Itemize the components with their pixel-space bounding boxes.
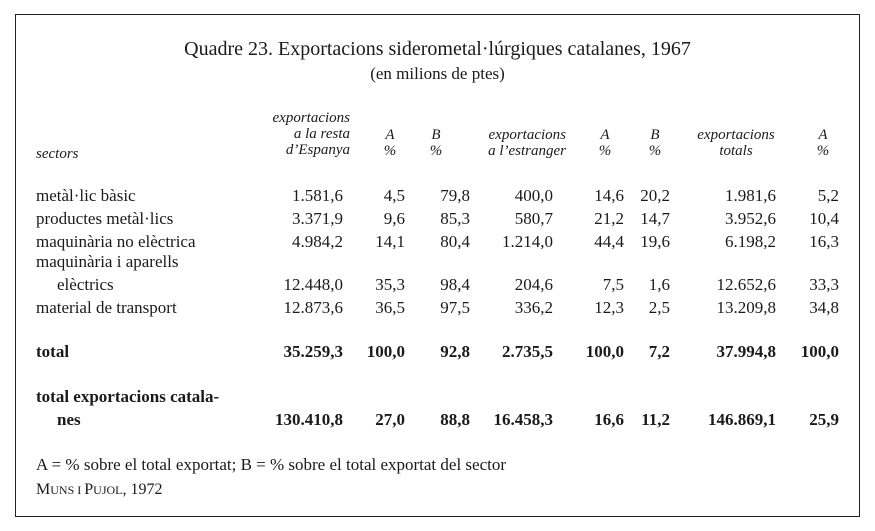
table-cell: 100,0 <box>366 342 405 361</box>
table-cell: 25,9 <box>809 410 839 429</box>
header-b1: B % <box>429 127 443 159</box>
table-title: Quadre 23. Exportacions siderometal·lúrgiques catalanes, 1967 <box>184 38 691 60</box>
table-cell: 3.371,9 <box>292 209 343 228</box>
table-cell: 400,0 <box>514 186 553 205</box>
table-cell: 7,2 <box>648 342 670 361</box>
table-cell: 14,6 <box>594 186 624 205</box>
table-cell: 14,7 <box>640 209 670 228</box>
table-cell: 16,6 <box>594 410 624 429</box>
table-cell: 7,5 <box>602 275 624 294</box>
header-a2: A % <box>598 127 612 159</box>
table-cell: 580,7 <box>514 209 553 228</box>
total-cat-label: total exportacions catala- <box>36 387 220 406</box>
row-sector-label-cont: elèctrics <box>57 275 114 294</box>
total-cat-label-cont: nes <box>57 410 81 429</box>
table-cell: 1,6 <box>648 275 670 294</box>
table-cell: 1.981,6 <box>725 186 776 205</box>
table-cell: 336,2 <box>514 298 553 317</box>
table-cell: 35,3 <box>375 275 405 294</box>
table-cell: 130.410,8 <box>275 410 343 429</box>
footnote: A = % sobre el total exportat; B = % sobre el total exportat del sector <box>36 455 507 474</box>
source: MUNS I PUJOL, 1972 <box>36 481 163 498</box>
header-exp-total: exportacions totals <box>697 127 775 159</box>
table-cell: 98,4 <box>440 275 470 294</box>
table-subtitle: (en milions de ptes) <box>370 64 505 83</box>
table-cell: 1.581,6 <box>292 186 343 205</box>
table-cell: 16,3 <box>809 232 839 251</box>
table-cell: 12.448,0 <box>283 275 343 294</box>
table-cell: 21,2 <box>594 209 624 228</box>
table-cell: 6.198,2 <box>725 232 776 251</box>
table-cell: 88,8 <box>440 410 470 429</box>
row-sector-label: metàl·lic bàsic <box>36 186 136 205</box>
table-cell: 36,5 <box>375 298 405 317</box>
table-cell: 9,6 <box>383 209 405 228</box>
table-cell: 2,5 <box>648 298 670 317</box>
header-exp-foreign: exportacions a l’estranger <box>488 127 566 159</box>
table-cell: 10,4 <box>809 209 839 228</box>
table-cell: 85,3 <box>440 209 470 228</box>
table-cell: 20,2 <box>640 186 670 205</box>
table-cell: 79,8 <box>440 186 470 205</box>
table-cell: 11,2 <box>641 410 670 429</box>
table-cell: 12.652,6 <box>716 275 776 294</box>
header-a3: A % <box>816 127 830 159</box>
table-cell: 3.952,6 <box>725 209 776 228</box>
table-cell: 146.869,1 <box>708 410 776 429</box>
table-cell: 13.209,8 <box>716 298 776 317</box>
table-cell: 80,4 <box>440 232 470 251</box>
row-sector-label: productes metàl·lics <box>36 209 174 228</box>
header-exp-spain: exportacions a la resta d’Espanya <box>272 110 350 158</box>
table-cell: 1.214,0 <box>502 232 553 251</box>
total-label: total <box>36 342 70 361</box>
table-cell: 4.984,2 <box>292 232 343 251</box>
table-cell: 100,0 <box>800 342 839 361</box>
table-cell: 16.458,3 <box>493 410 553 429</box>
row-sector-label: maquinària i aparells <box>36 252 179 271</box>
header-a1: A % <box>383 127 397 159</box>
table-cell: 14,1 <box>375 232 405 251</box>
header-b2: B % <box>648 127 662 159</box>
table-cell: 4,5 <box>383 186 405 205</box>
table-cell: 19,6 <box>640 232 670 251</box>
row-sector-label: material de transport <box>36 298 177 317</box>
table-cell: 92,8 <box>440 342 470 361</box>
header-sectors: sectors <box>36 146 79 162</box>
table-cell: 33,3 <box>809 275 839 294</box>
table-cell: 35.259,3 <box>283 342 343 361</box>
table-cell: 97,5 <box>440 298 470 317</box>
table-cell: 34,8 <box>809 298 839 317</box>
table-cell: 44,4 <box>594 232 624 251</box>
row-sector-label: maquinària no elèctrica <box>36 232 196 251</box>
table-cell: 100,0 <box>585 342 624 361</box>
table-cell: 2.735,5 <box>502 342 553 361</box>
table-cell: 37.994,8 <box>716 342 776 361</box>
table-cell: 27,0 <box>375 410 405 429</box>
table-cell: 12,3 <box>594 298 624 317</box>
table-cell: 204,6 <box>514 275 553 294</box>
table-cell: 5,2 <box>817 186 839 205</box>
table-cell: 12.873,6 <box>283 298 343 317</box>
